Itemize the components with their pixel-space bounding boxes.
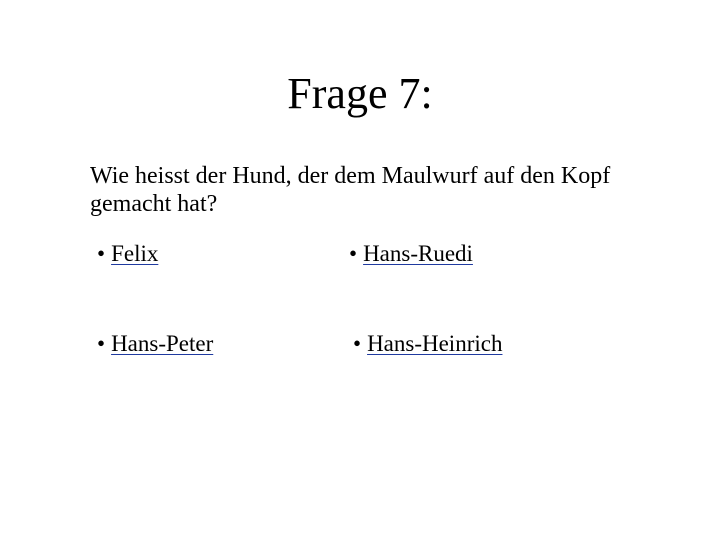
answer-link-felix[interactable]: Felix [111, 241, 159, 266]
bullet-icon: • [97, 241, 106, 266]
question-text: Wie heisst der Hund, der dem Maulwurf auf den Kopf gemacht hat? [90, 163, 611, 217]
bullet-icon: • [97, 331, 106, 356]
answer-option-hans-heinrich [353, 330, 502, 358]
answer-option-felix [97, 240, 158, 268]
answer-option-hans-peter [97, 330, 213, 358]
bullet-icon: • [353, 331, 362, 356]
slide-title: Frage 7: [287, 69, 433, 118]
bullet-icon: • [349, 241, 358, 266]
answer-link-hans-heinrich[interactable]: Hans-Heinrich [367, 331, 503, 356]
answer-option-hans-ruedi [349, 240, 473, 268]
answer-link-hans-ruedi[interactable]: Hans-Ruedi [363, 241, 473, 266]
answer-link-hans-peter[interactable]: Hans-Peter [111, 331, 214, 356]
